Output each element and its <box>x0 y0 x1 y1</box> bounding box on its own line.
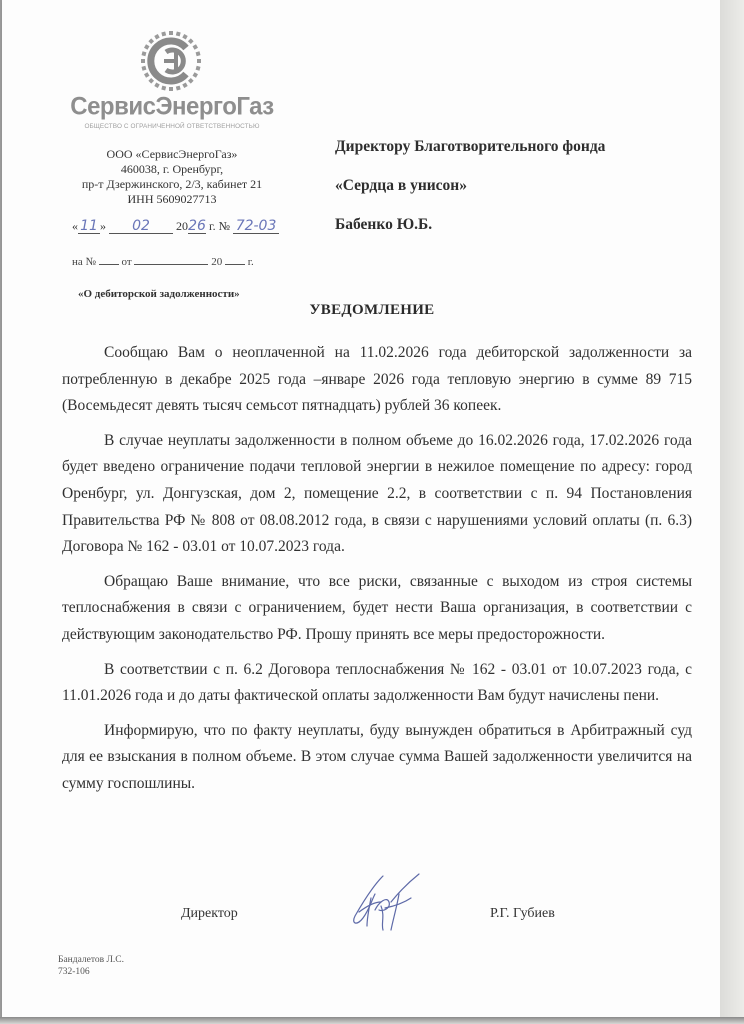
incoming-reference <box>72 254 254 268</box>
signatory-role: Директор <box>181 906 238 921</box>
quote-open: « <box>72 219 78 233</box>
paragraph-restriction: В случае неуплаты задолженности в полном объеме до 16.02.2026 года, 17.02.2026 года будет введено ограничение подачи тепловой энергии в нежилое помещение по адресу: город Оренбург, ул. Донгузская, дом 2, помещение 2.2, в соответствии с п. 94 Постановления Правительства РФ № 808 от 08.08.2012 года, в связи с нарушениями условий оплаты (п. 6.3) Договора № 162 - 03.01 от 10.07.2023 года. <box>62 431 692 556</box>
paragraph-risks: Обращаю Ваше внимание, что все риски, связанные с выходом из строя системы теплоснабжения в связи с ограничением, будет нести Ваша организация, в соответствии с действующим законодательство РФ. Прошу принять все меры предосторожности. <box>62 572 692 643</box>
incoming-year-prefix: 20 <box>211 256 223 268</box>
outgoing-number: 72-03 <box>233 219 279 234</box>
outgoing-number-label: г. № <box>209 219 231 233</box>
company-logo-text: СервисЭнергоГаз <box>70 92 274 121</box>
sender-street: пр-т Дзержинского, 2/3, кабинет 21 <box>81 177 263 191</box>
recipient-name: Бабенко Ю.Б. <box>335 216 433 233</box>
executor-name: Бандалетов Л.С. <box>58 955 125 965</box>
handwritten-signature-icon <box>345 872 440 934</box>
sender-company: ООО «СервисЭнергоГаз» <box>106 147 238 161</box>
sender-address-block <box>72 147 272 207</box>
executor-phone: 732-106 <box>58 967 90 977</box>
outgoing-month: 02 <box>109 219 173 234</box>
outgoing-reference <box>72 219 279 234</box>
company-logo-tagline: ОБЩЕСТВО С ОГРАНИЧЕННОЙ ОТВЕТСТВЕННОСТЬЮ <box>84 123 260 130</box>
paragraph-penalties: В соответствии с п. 6.2 Договора теплоснабжения № 162 - 03.01 от 10.07.2023 года, с 11.01.2026 года и до даты фактической оплаты задолженности Вам будут начислены пени. <box>62 660 692 705</box>
incoming-date-blank <box>134 254 208 265</box>
scan-edge-right <box>720 0 744 1024</box>
outgoing-year-suffix: 26 <box>188 218 206 234</box>
letter-subject: «О дебиторской задолженности» <box>78 288 240 300</box>
scan-edge-bottom <box>0 1017 744 1024</box>
incoming-number-label: на № <box>72 256 97 268</box>
company-logo-icon <box>136 30 206 92</box>
letter-body <box>62 340 692 806</box>
signatory-name: Р.Г. Губиев <box>490 906 555 921</box>
paragraph-court: Информирую, что по факту неуплаты, буду вынужден обратиться в Арбитражный суд для ее взыскания в полном объеме. В этом случае сумма Вашей задолженности увеличится на сумму госпошлины. <box>62 721 692 792</box>
sender-city: 460038, г. Оренбург, <box>120 162 224 176</box>
incoming-year-blank <box>225 254 245 265</box>
outgoing-day: 11 <box>78 219 100 234</box>
recipient-position: Директору Благотворительного фонда <box>335 138 606 155</box>
incoming-from-label: от <box>121 256 132 268</box>
sender-inn: ИНН 5609027713 <box>127 192 217 206</box>
document-title: УВЕДОМЛЕНИЕ <box>309 302 435 318</box>
incoming-year-label: г. <box>247 256 254 268</box>
paragraph-debt-notice: Сообщаю Вам о неоплаченной на 11.02.2026 года дебиторской задолженности за потребленную в декабре 2025 года –январе 2026 года тепловую энергию в сумме 89 715 (Восемьдесят девять тысяч семьсот пятнадцать) рублей 36 копеек. <box>62 344 692 415</box>
outgoing-year-prefix: 20 <box>176 219 188 233</box>
executor-block <box>58 954 124 978</box>
quote-close: » <box>100 219 106 233</box>
incoming-number-blank <box>99 254 119 265</box>
recipient-organization: «Сердца в унисон» <box>335 177 467 194</box>
